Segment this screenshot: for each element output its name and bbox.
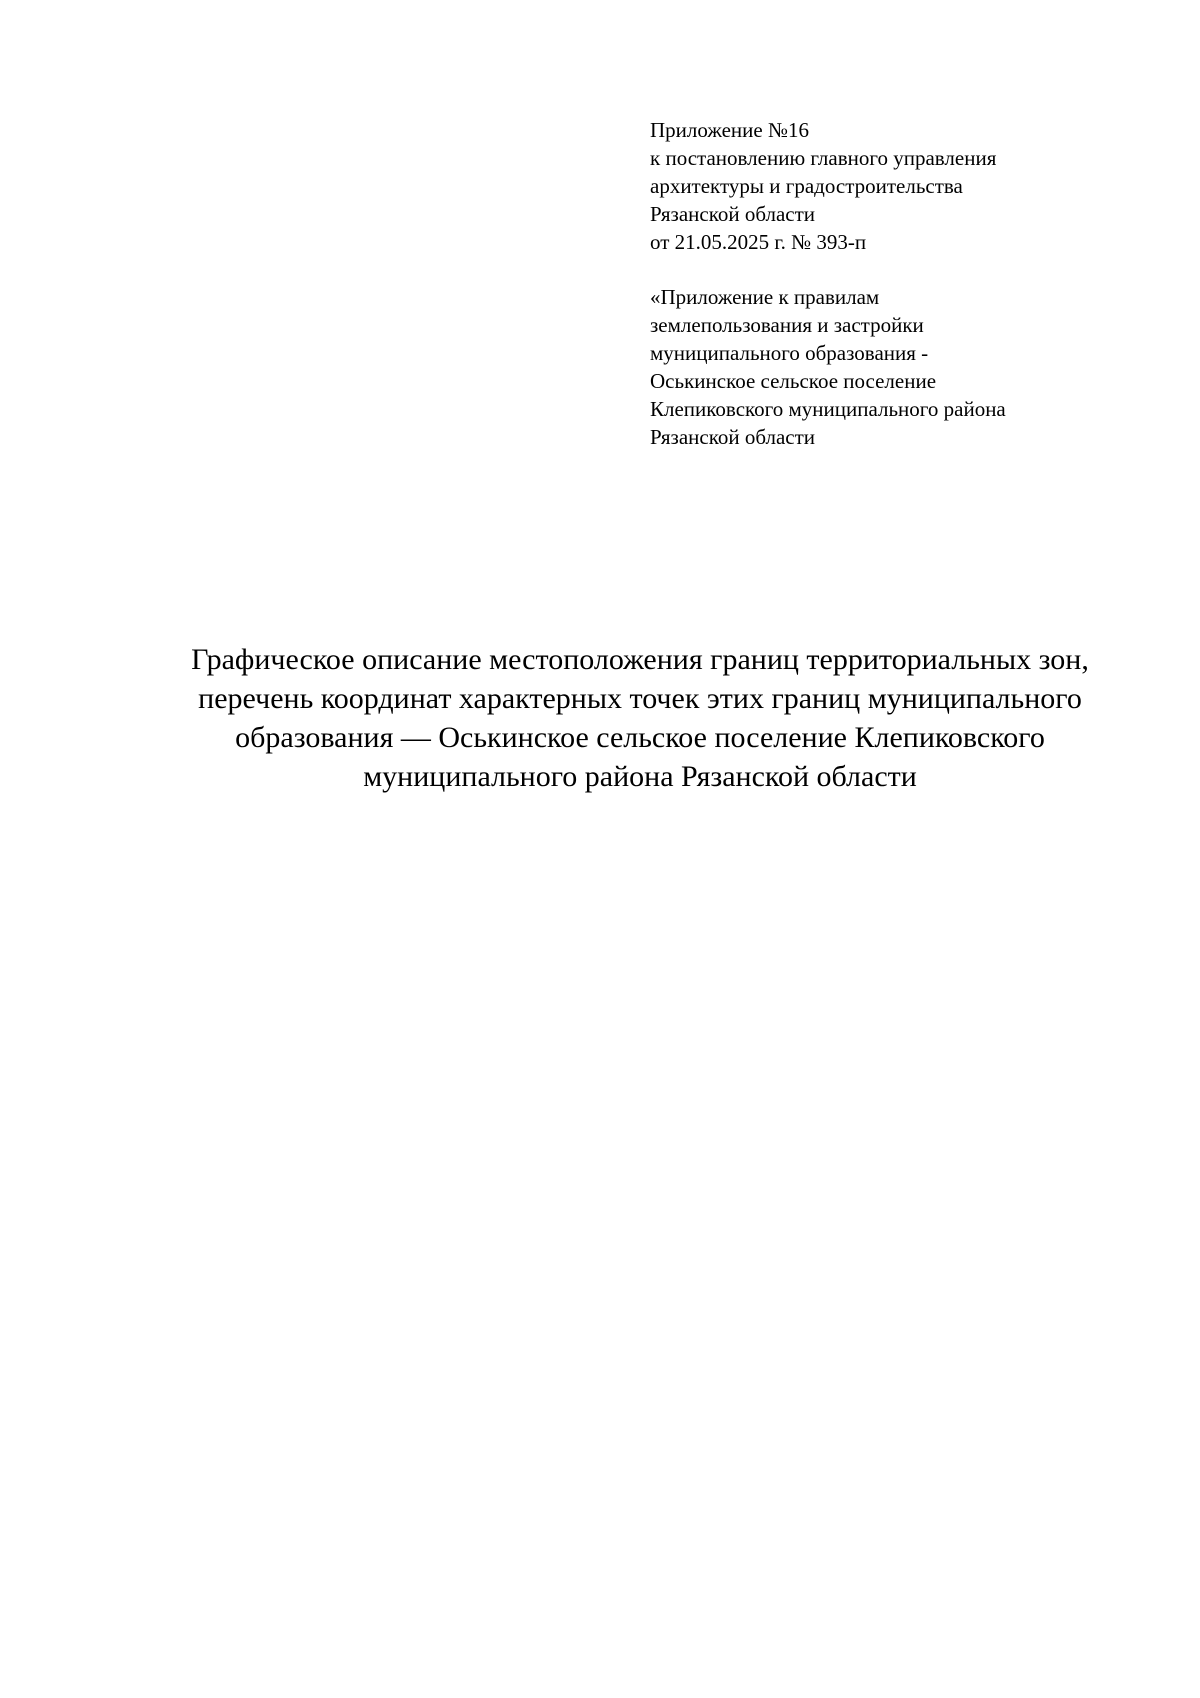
- rules-reference-line: муниципального образования -: [650, 341, 929, 365]
- appendix-line: к постановлению главного управления: [650, 146, 997, 170]
- document-title-line: муниципального района Рязанской области: [363, 760, 917, 793]
- document-title-line: перечень координат характерных точек этих границ муниципального: [198, 682, 1082, 715]
- document-title: [60, 640, 1200, 796]
- rules-reference-line: Рязанской области: [650, 425, 816, 449]
- rules-reference-line: «Приложение к правилам: [650, 285, 880, 309]
- rules-reference: [650, 283, 1170, 451]
- appendix-date-number: от 21.05.2025 г. № 393-п: [650, 230, 867, 254]
- appendix-line: Рязанской области: [650, 202, 816, 226]
- appendix-header: [650, 116, 1170, 256]
- appendix-number: Приложение №16: [650, 118, 809, 142]
- rules-reference-line: Клепиковского муниципального района: [650, 397, 1006, 421]
- document-title-line: Графическое описание местоположения границ территориальных зон,: [191, 643, 1089, 676]
- appendix-line: архитектуры и градостроительства: [650, 174, 963, 198]
- rules-reference-line: Оськинское сельское поселение: [650, 369, 937, 393]
- rules-reference-line: землепользования и застройки: [650, 313, 924, 337]
- document-title-line: образования — Оськинское сельское поселение Клепиковского: [235, 721, 1045, 754]
